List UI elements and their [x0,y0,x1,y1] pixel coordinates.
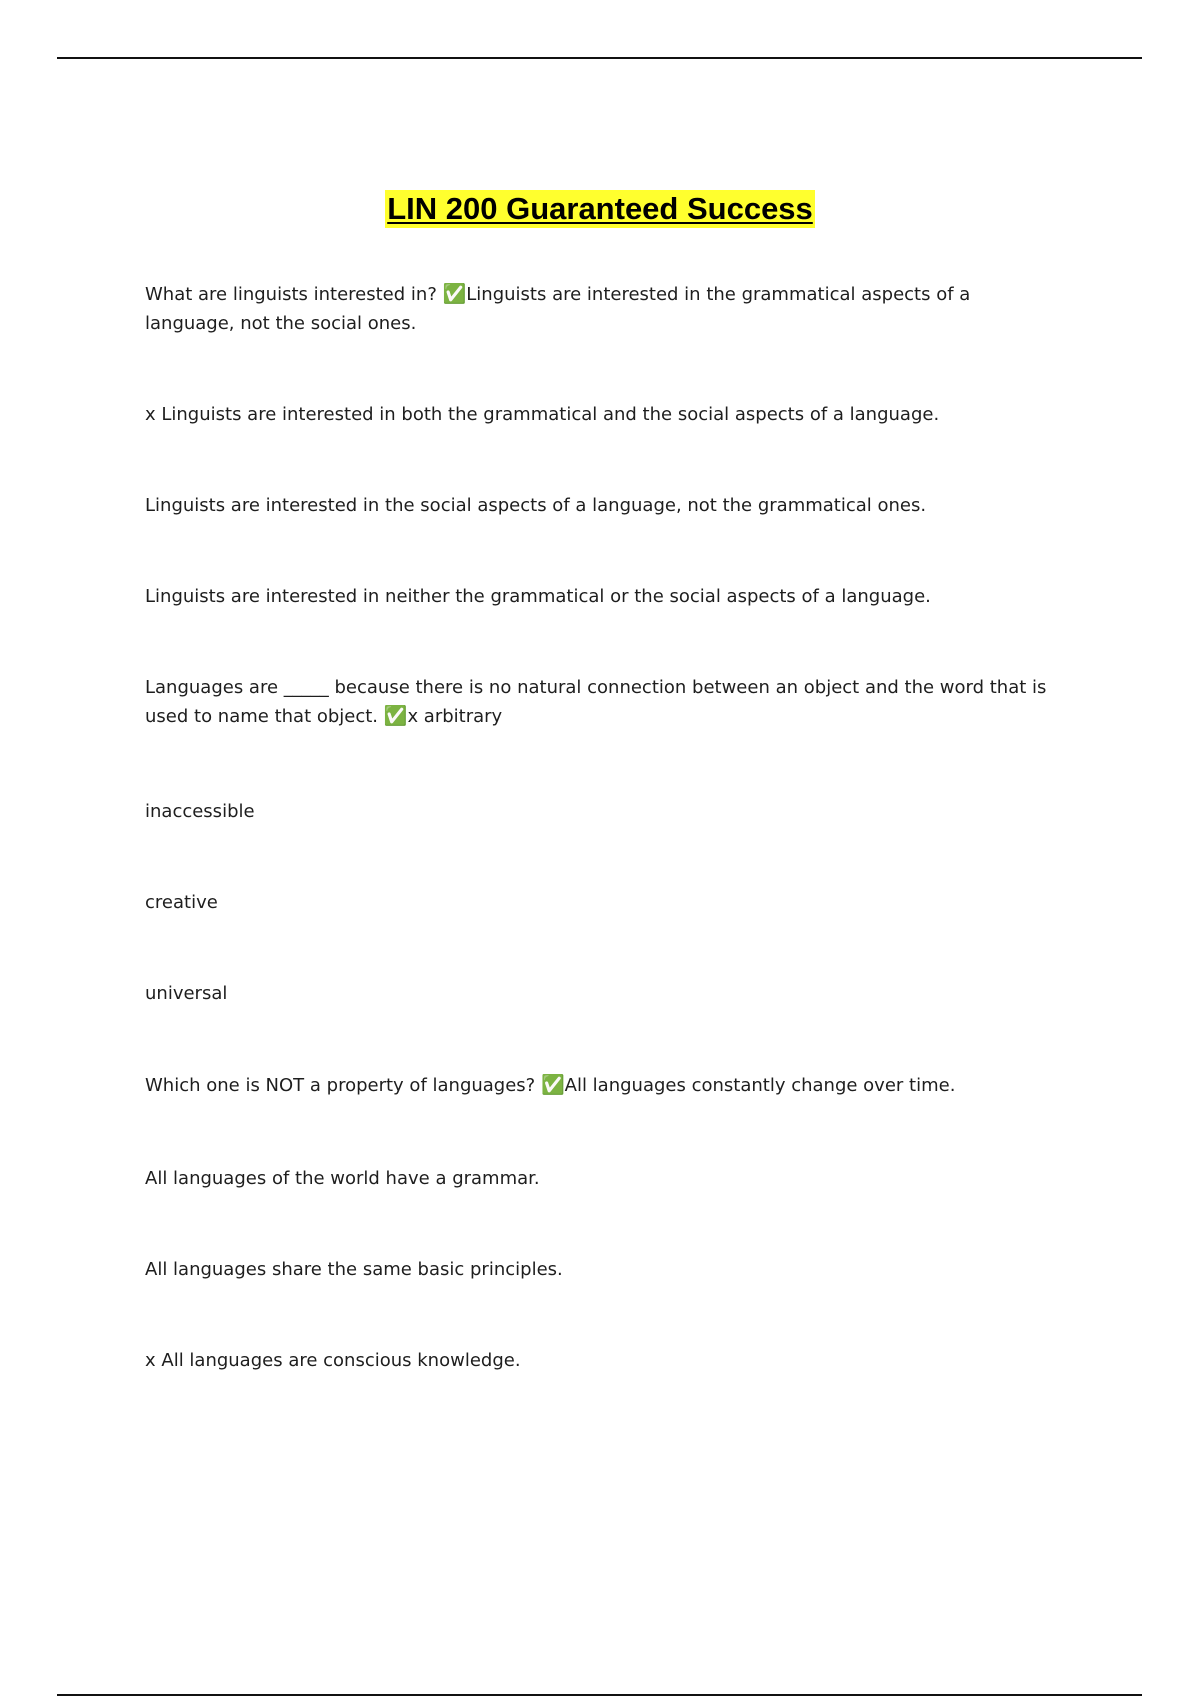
line-text: x All languages are conscious knowledge. [145,1350,521,1371]
line-text: What are linguists interested in? [145,284,443,305]
qa-line [145,1071,1065,1100]
line-text: All languages share the same basic principles. [145,1259,563,1280]
line-answer: All languages constantly change over time. [564,1075,956,1096]
line-text: Linguists are interested in the social aspects of a language, not the grammatical ones. [145,495,927,516]
qa-line [145,797,1065,826]
top-rule [57,57,1142,59]
line-answer: Linguists are interested in the grammatical aspects of a language, not the social ones. [145,284,971,334]
qa-line [145,400,1065,429]
check-icon: ✅ [442,283,467,305]
title-container [0,190,1200,228]
line-text: creative [145,892,218,913]
qa-line [145,280,1065,338]
qa-line [145,491,1065,520]
line-text: All languages of the world have a grammar. [145,1168,540,1189]
check-icon: ✅ [383,705,408,727]
line-text: inaccessible [145,801,255,822]
check-icon: ✅ [540,1074,565,1096]
qa-line [145,888,1065,917]
line-answer: x arbitrary [407,706,503,727]
qa-line [145,582,1065,611]
bottom-rule [57,1694,1142,1696]
line-text: universal [145,983,228,1004]
qa-line [145,673,1065,731]
line-text: Which one is NOT a property of languages? [145,1075,541,1096]
qa-line [145,1346,1065,1375]
line-text: x Linguists are interested in both the grammatical and the social aspects of a language. [145,404,940,425]
line-text: Linguists are interested in neither the grammatical or the social aspects of a language. [145,586,931,607]
document-title: LIN 200 Guaranteed Success [387,191,813,226]
qa-line [145,1255,1065,1284]
qa-line [145,1164,1065,1193]
line-text: Languages are _____ because there is no natural connection between an object and the word that is used to name that object. [145,677,1047,727]
qa-line [145,979,1065,1008]
